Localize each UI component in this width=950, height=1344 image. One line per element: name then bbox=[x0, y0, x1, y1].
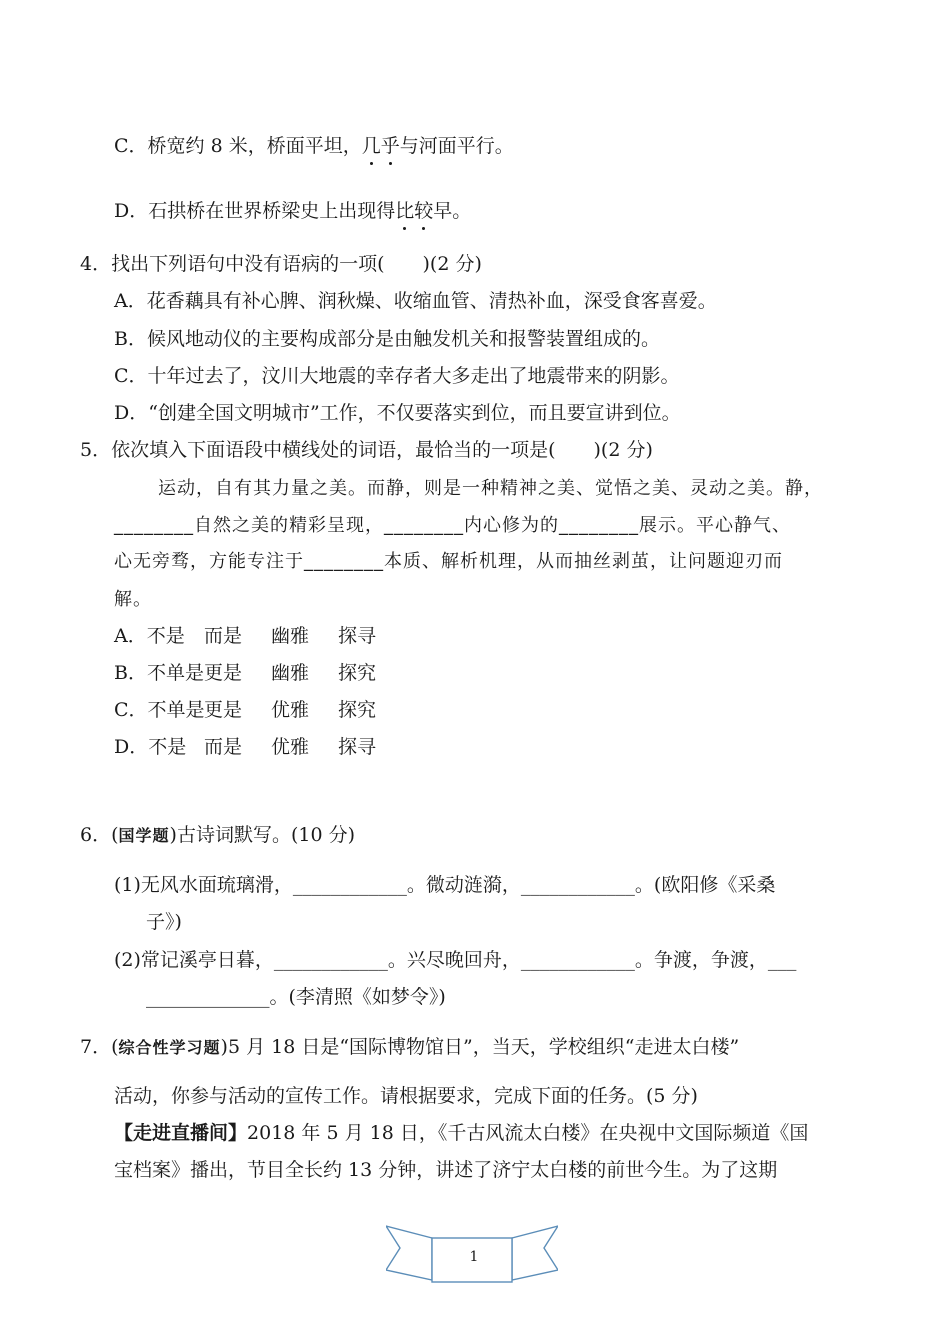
emphasis-char: 几 bbox=[361, 135, 381, 157]
q6-tag: 国学题 bbox=[118, 826, 170, 845]
q5-passage-line: 解。 bbox=[114, 589, 152, 610]
option-word: B．不单是 bbox=[114, 662, 204, 684]
q4-option-b: B．候风地动仪的主要构成部分是由触发机关和报警装置组成的。 bbox=[114, 328, 660, 350]
q4-option-c: C．十年过去了，汶川大地震的幸存者大多走出了地震带来的阴影。 bbox=[114, 365, 680, 387]
option-word: C．不单是 bbox=[114, 699, 205, 721]
q5-passage-line: 运动，自有其力量之美。而静，则是一种精神之美、觉悟之美、灵动之美。静， bbox=[158, 478, 823, 499]
q3-option-c-text: C．桥宽约 8 米，桥面平坦， bbox=[114, 135, 362, 157]
q5-option-c bbox=[114, 701, 376, 720]
q3-option-d-tail: 早。 bbox=[433, 200, 472, 222]
option-word: 优雅 bbox=[271, 699, 310, 721]
q3-option-d-text: D．石拱桥在世界桥梁史上出现得 bbox=[114, 200, 396, 222]
option-word: 探究 bbox=[338, 699, 377, 721]
page-number: 1 bbox=[469, 1249, 479, 1265]
q3-option-c bbox=[114, 137, 514, 156]
option-word: 优雅 bbox=[271, 736, 310, 758]
emphasis-char: 乎 bbox=[380, 135, 400, 157]
ribbon-left-tail bbox=[386, 1226, 432, 1280]
q4-option-a: A．花香藕具有补心脾、润秋燥、收缩血管、清热补血，深受食客喜爱。 bbox=[114, 290, 717, 312]
q6-item: (2)常记溪亭日暮，____________。兴尽晚回舟，____________。争渡，争渡，___ bbox=[114, 949, 797, 971]
q7-line-text: 2018 年 5 月 18 日，《千古风流太白楼》在央视中文国际频道《国 bbox=[247, 1122, 809, 1144]
q5-option-a bbox=[114, 627, 376, 646]
q6-item-cont: _____________。(李清照《如梦令》) bbox=[146, 986, 446, 1008]
q6-stem-text: )古诗词默写。(10 分) bbox=[169, 824, 355, 846]
q6-item-cont: 子》) bbox=[146, 911, 182, 933]
q5-passage-line: 心无旁骛，方能专注于________本质、解析机理，从而抽丝剥茧，让问题迎刃而 bbox=[114, 551, 783, 572]
q7-line: 宝档案》播出，节目全长约 13 分钟，讲述了济宁太白楼的前世今生。为了这期 bbox=[114, 1159, 778, 1181]
option-word: 幽雅 bbox=[271, 662, 310, 684]
q7-stem-text: )5 月 18 日是“国际博物馆日”，当天，学校组织“走进太白楼” bbox=[220, 1036, 740, 1058]
q4-option-d: D．“创建全国文明城市”工作，不仅要落实到位，而且要宣讲到位。 bbox=[114, 402, 681, 424]
option-word: A．不是 bbox=[114, 625, 185, 647]
option-word: 更是 bbox=[204, 662, 243, 684]
q3-option-c-tail: 与河面平行。 bbox=[399, 135, 514, 157]
ribbon-right-tail bbox=[512, 1226, 558, 1280]
q7-tag: 综合性学习题 bbox=[118, 1038, 221, 1057]
option-word: 更是 bbox=[204, 699, 243, 721]
option-word: 幽雅 bbox=[271, 625, 310, 647]
q7-line bbox=[114, 1124, 808, 1143]
emphasis-char: 比 bbox=[395, 200, 415, 222]
q5-passage-line: ________自然之美的精彩呈现，________内心修为的________展示。平心静气、 bbox=[114, 515, 791, 536]
option-word: 探究 bbox=[338, 662, 377, 684]
q3-option-d bbox=[114, 202, 471, 221]
q6-item: (1)无风水面琉璃滑，____________。微动涟漪，____________。(欧阳修《采桑 bbox=[114, 874, 776, 896]
q7-line: 活动，你参与活动的宣传工作。请根据要求，完成下面的任务。(5 分) bbox=[114, 1085, 698, 1107]
option-word: 而是 bbox=[204, 736, 243, 758]
option-word: 而是 bbox=[204, 625, 243, 647]
q4-stem: 4．找出下列语句中没有语病的一项( )(2 分) bbox=[80, 253, 482, 275]
emphasis-char: 较 bbox=[414, 200, 434, 222]
q7-section-label: 【走进直播间】 bbox=[114, 1122, 248, 1144]
q6-number: 6．( bbox=[80, 824, 119, 846]
option-word: D．不是 bbox=[114, 736, 187, 758]
option-word: 探寻 bbox=[338, 736, 377, 758]
option-word: 探寻 bbox=[338, 625, 377, 647]
q7-number: 7．( bbox=[80, 1036, 119, 1058]
q6-stem bbox=[80, 826, 355, 845]
q5-option-d bbox=[114, 738, 376, 757]
q7-stem bbox=[80, 1038, 739, 1057]
q5-option-b bbox=[114, 664, 376, 683]
q5-stem: 5．依次填入下面语段中横线处的词语，最恰当的一项是( )(2 分) bbox=[80, 439, 653, 461]
